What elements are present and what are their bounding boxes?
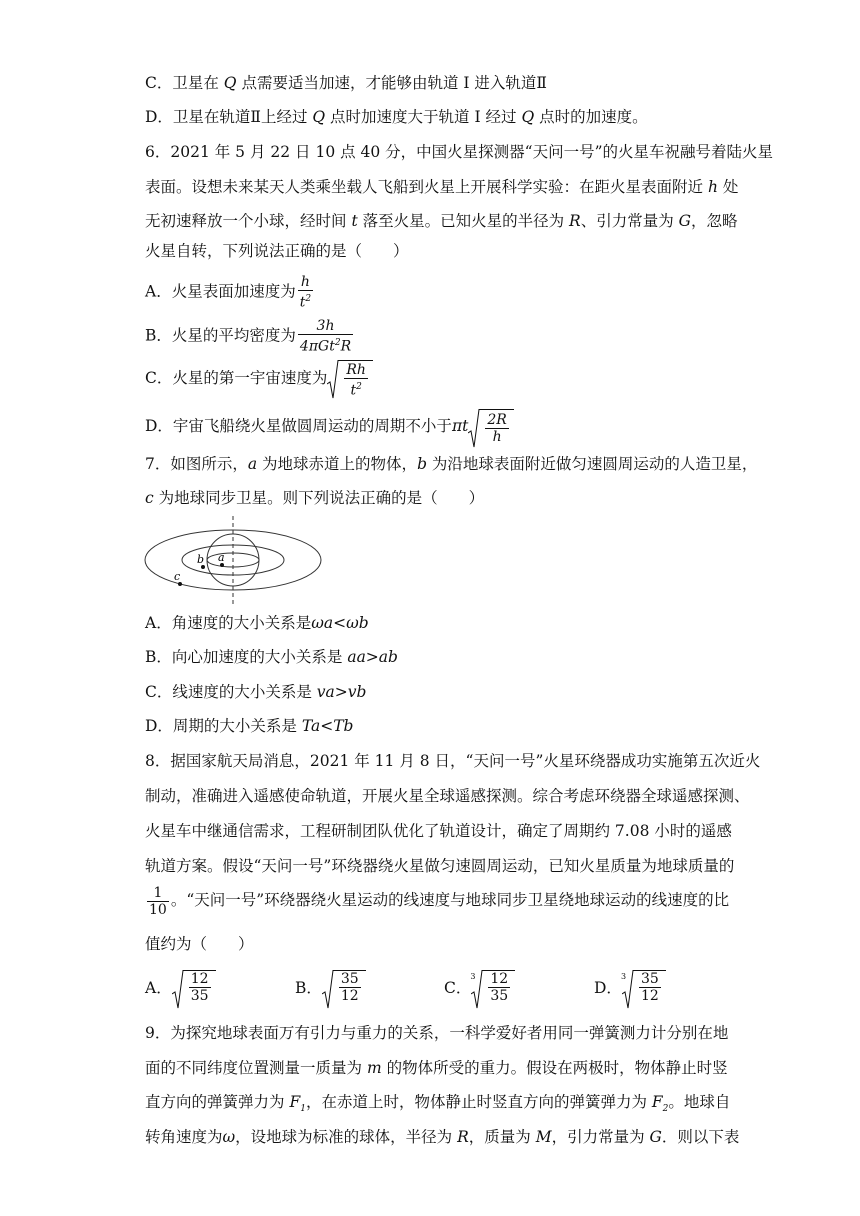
q9-stem-line2: 面的不同纬度位置测量一质量为 m 的物体所受的重力。假设在两极时，物体静止时竖 bbox=[145, 1059, 728, 1077]
q8-stem-line1: 8．据国家航天局消息，2021 年 11 月 8 日，“天问一号”火星环绕器成功实施第五次近火 bbox=[145, 752, 761, 770]
square-root bbox=[327, 360, 373, 398]
q5-option-d: D．卫星在轨道Ⅱ上经过 Q 点时加速度大于轨道 I 经过 Q 点时的加速度。 bbox=[145, 108, 648, 126]
fraction: $\frac{3h}{4\pi Gt^2R}$ bbox=[299, 318, 352, 355]
q7-stem-line2: c 为地球同步卫星。则下列说法正确的是（ ） bbox=[145, 489, 485, 507]
q6-option-d: D．宇宙飞船绕火星做圆周运动的周期不小于πt $\frac{2R}{h}$ bbox=[145, 408, 514, 446]
orbit-diagram bbox=[140, 512, 325, 606]
label-b: b bbox=[197, 553, 205, 566]
q7-option-b: B．向心加速度的大小关系是 aa>ab bbox=[145, 648, 398, 666]
q8-stem-line5: $\frac{1}{10}$ 。“天问一号”环绕器绕火星运动的线速度与地球同步卫星绕地球运动的线速度的比 bbox=[149, 884, 730, 918]
q9-stem-line1: 9．为探究地球表面万有引力与重力的关系，一科学爱好者用同一弹簧测力计分别在地 bbox=[145, 1024, 729, 1042]
cube-root: 3 $\frac{12}{35}$ bbox=[471, 970, 515, 1004]
q6-stem-line3: 无初速释放一个小球，经时间 t 落至火星。已知火星的半径为 R、引力常量为 G，忽略 bbox=[145, 212, 738, 230]
q8-option-b: B． $\frac{35}{12}$ bbox=[295, 970, 366, 1004]
fraction: $\frac{12}{35}$ bbox=[490, 971, 509, 1004]
q8-stem-line6: 值约为（ ） bbox=[145, 935, 254, 953]
fraction: $\frac{h}{t^2}$ bbox=[299, 274, 312, 311]
q8-stem-line2: 制动，准确进入遥感使命轨道，开展火星全球遥感探测。综合考虑环绕器全球遥感探测、 bbox=[145, 787, 750, 805]
square-root bbox=[322, 970, 366, 1004]
q7-option-d: D．周期的大小关系是 Ta<Tb bbox=[145, 717, 354, 735]
q6-option-c: C．火星的第一宇宙速度为 $\frac{Rh}{t^2}$ bbox=[145, 360, 373, 398]
q9-stem-line3: 直方向的弹簧弹力为 $F_1$，在赤道上时，物体静止时竖直方向的弹簧弹力为 $F_2$。地球自 bbox=[145, 1093, 731, 1115]
cube-root: 3 $\frac{35}{12}$ bbox=[622, 970, 666, 1004]
q7-option-c: C．线速度的大小关系是 va>vb bbox=[145, 683, 367, 701]
fraction: $\frac{Rh}{t^2}$ bbox=[346, 361, 366, 399]
q8-option-a: A． $\frac{12}{35}$ bbox=[145, 970, 216, 1004]
fraction: $\frac{12}{35}$ bbox=[190, 971, 209, 1004]
square-root bbox=[172, 970, 216, 1004]
q6-stem-line2: 表面。设想未来某天人类乘坐载人飞船到火星上开展科学实验：在距火星表面附近 h 处 bbox=[145, 178, 739, 196]
fraction: $\frac{35}{12}$ bbox=[640, 971, 659, 1004]
q8-option-c: C． 3 $\frac{12}{35}$ bbox=[444, 970, 515, 1004]
q8-stem-line4: 轨道方案。假设“天问一号”环绕器绕火星做匀速圆周运动，已知火星质量为地球质量的 bbox=[145, 857, 735, 875]
label-c: c bbox=[174, 570, 181, 583]
fraction: $\frac{2R}{h}$ bbox=[487, 412, 507, 445]
q6-option-b: B．火星的平均密度为 $\frac{3h}{4\pi Gt^2R}$ bbox=[145, 318, 352, 355]
square-root bbox=[468, 409, 513, 446]
fraction: $\frac{1}{10}$ bbox=[149, 884, 167, 918]
q5-option-c: C．卫星在 Q 点需要适当加速，才能够由轨道 I 进入轨道Ⅱ bbox=[145, 74, 547, 92]
fraction: $\frac{35}{12}$ bbox=[340, 971, 359, 1004]
q6-stem-line4: 火星自转，下列说法正确的是（ ） bbox=[145, 242, 409, 260]
q6-stem-line1: 6．2021 年 5 月 22 日 10 点 40 分，中国火星探测器“天问一号”的火星车祝融号着陆火星 bbox=[145, 143, 774, 161]
label-a: a bbox=[218, 551, 225, 564]
q8-option-d: D． 3 $\frac{35}{12}$ bbox=[594, 970, 666, 1004]
q7-option-a: A．角速度的大小关系是ωa<ωb bbox=[145, 614, 369, 632]
q7-stem-line1: 7．如图所示，a 为地球赤道上的物体，b 为沿地球表面附近做匀速圆周运动的人造卫星， bbox=[145, 455, 758, 473]
q6-option-a: A．火星表面加速度为 $\frac{h}{t^2}$ bbox=[145, 274, 312, 311]
q9-stem-line4: 转角速度为ω，设地球为标准的球体，半径为 R，质量为 M，引力常量为 G．则以下表 bbox=[145, 1128, 740, 1146]
q8-stem-line3: 火星车中继通信需求，工程研制团队优化了轨道设计，确定了周期约 7.08 小时的遥感 bbox=[145, 822, 732, 840]
